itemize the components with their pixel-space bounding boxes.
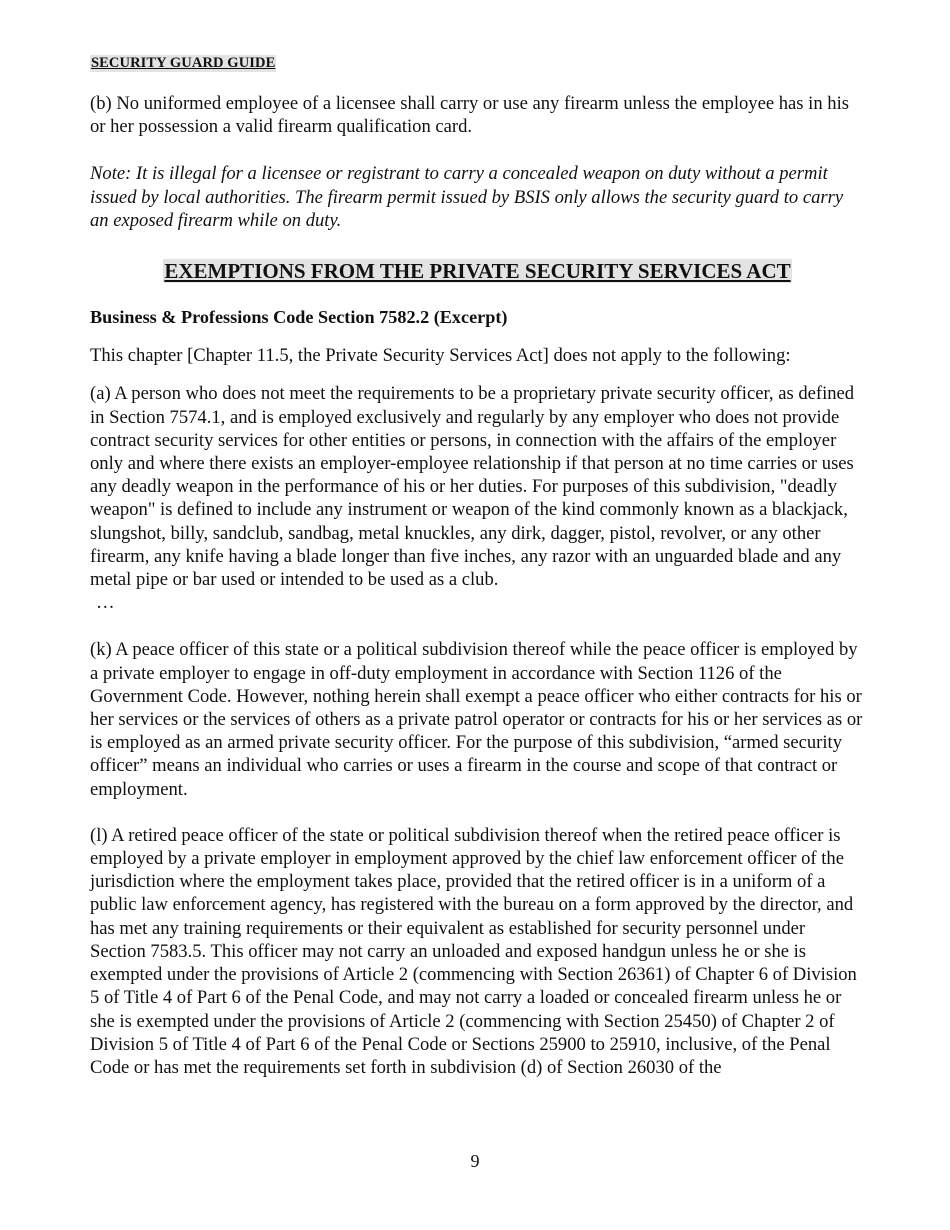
section-heading-text: EXEMPTIONS FROM THE PRIVATE SECURITY SERVICES ACT [164, 259, 791, 284]
paragraph-a: (a) A person who does not meet the requirements to be a proprietary private security officer, as defined in Section 7574.1, and is employed exclusively and regularly by any employer who does not provide contract security services for other entities or persons, in connection with the affairs of the employer only and where there exists an employer-employee relationship if that person at no time carries or uses any deadly weapon in the performance of his or her duties. For purposes of this subdivision, "deadly weapon" is defined to include any instrument or weapon of the kind commonly known as a blackjack, slungshot, billy, sandclub, sandbag, metal knuckles, any dirk, dagger, pistol, revolver, or any other firearm, any knife having a blade longer than five inches, any razor with an unguarded blade and any metal pipe or bar used or intended to be used as a club. [90, 383, 855, 591]
paragraph-b: (b) No uniformed employee of a licensee shall carry or use any firearm unless the employee has in his or her possession a valid firearm qualification card. [90, 93, 849, 138]
document-page [90, 54, 865, 1079]
omission-ellipsis: … [96, 592, 115, 614]
section-heading [90, 258, 865, 284]
paragraph-l: (l) A retired peace officer of the state or political subdivision thereof when the retired peace officer is employed by a private employer in employment approved by the chief law enforcement officer of the jurisdiction where the employment takes place, provided that the retired officer is in a uniform of a public law enforcement agency, has registered with the bureau on a form approved by the director, and has met any training requirements or their equivalent as established for security personnel under Section 7583.5. This officer may not carry an unloaded and exposed handgun unless he or she is exempted under the provisions of Article 2 (commencing with Section 26361) of Chapter 6 of Division 5 of Title 4 of Part 6 of the Penal Code, and may not carry a loaded or concealed firearm unless he or she is exempted under the provisions of Article 2 (commencing with Section 25450) of Chapter 2 of Division 5 of Title 4 of Part 6 of the Penal Code or Sections 25900 to 25910, inclusive, of the Penal Code or has met the requirements set forth in subdivision (d) of Section 26030 of the [90, 824, 857, 1078]
paragraph-k: (k) A peace officer of this state or a political subdivision thereof while the peace officer is employed by a private employer to engage in off-duty employment in accordance with Section 1126 of the Government Code. However, nothing herein shall exempt a peace officer who either contracts for his or her services or the services of others as a private patrol operator or contracts for his or her services as or is employed as an armed private security officer. For the purpose of this subdivision, “armed security officer” means an individual who carries or uses a firearm in the course and scope of that contract or employment. [90, 639, 863, 800]
code-reference: Business & Professions Code Section 7582.2 (Excerpt) [90, 307, 508, 328]
note-paragraph: Note: It is illegal for a licensee or registrant to carry a concealed weapon on duty without a permit issued by local authorities. The firearm permit issued by BSIS only allows the security guard to carry an exposed firearm while on duty. [90, 163, 844, 231]
page-number: 9 [470, 1151, 480, 1171]
intro-paragraph: This chapter [Chapter 11.5, the Private Security Services Act] does not apply to the following: [90, 345, 791, 367]
running-header: SECURITY GUARD GUIDE [91, 55, 276, 71]
